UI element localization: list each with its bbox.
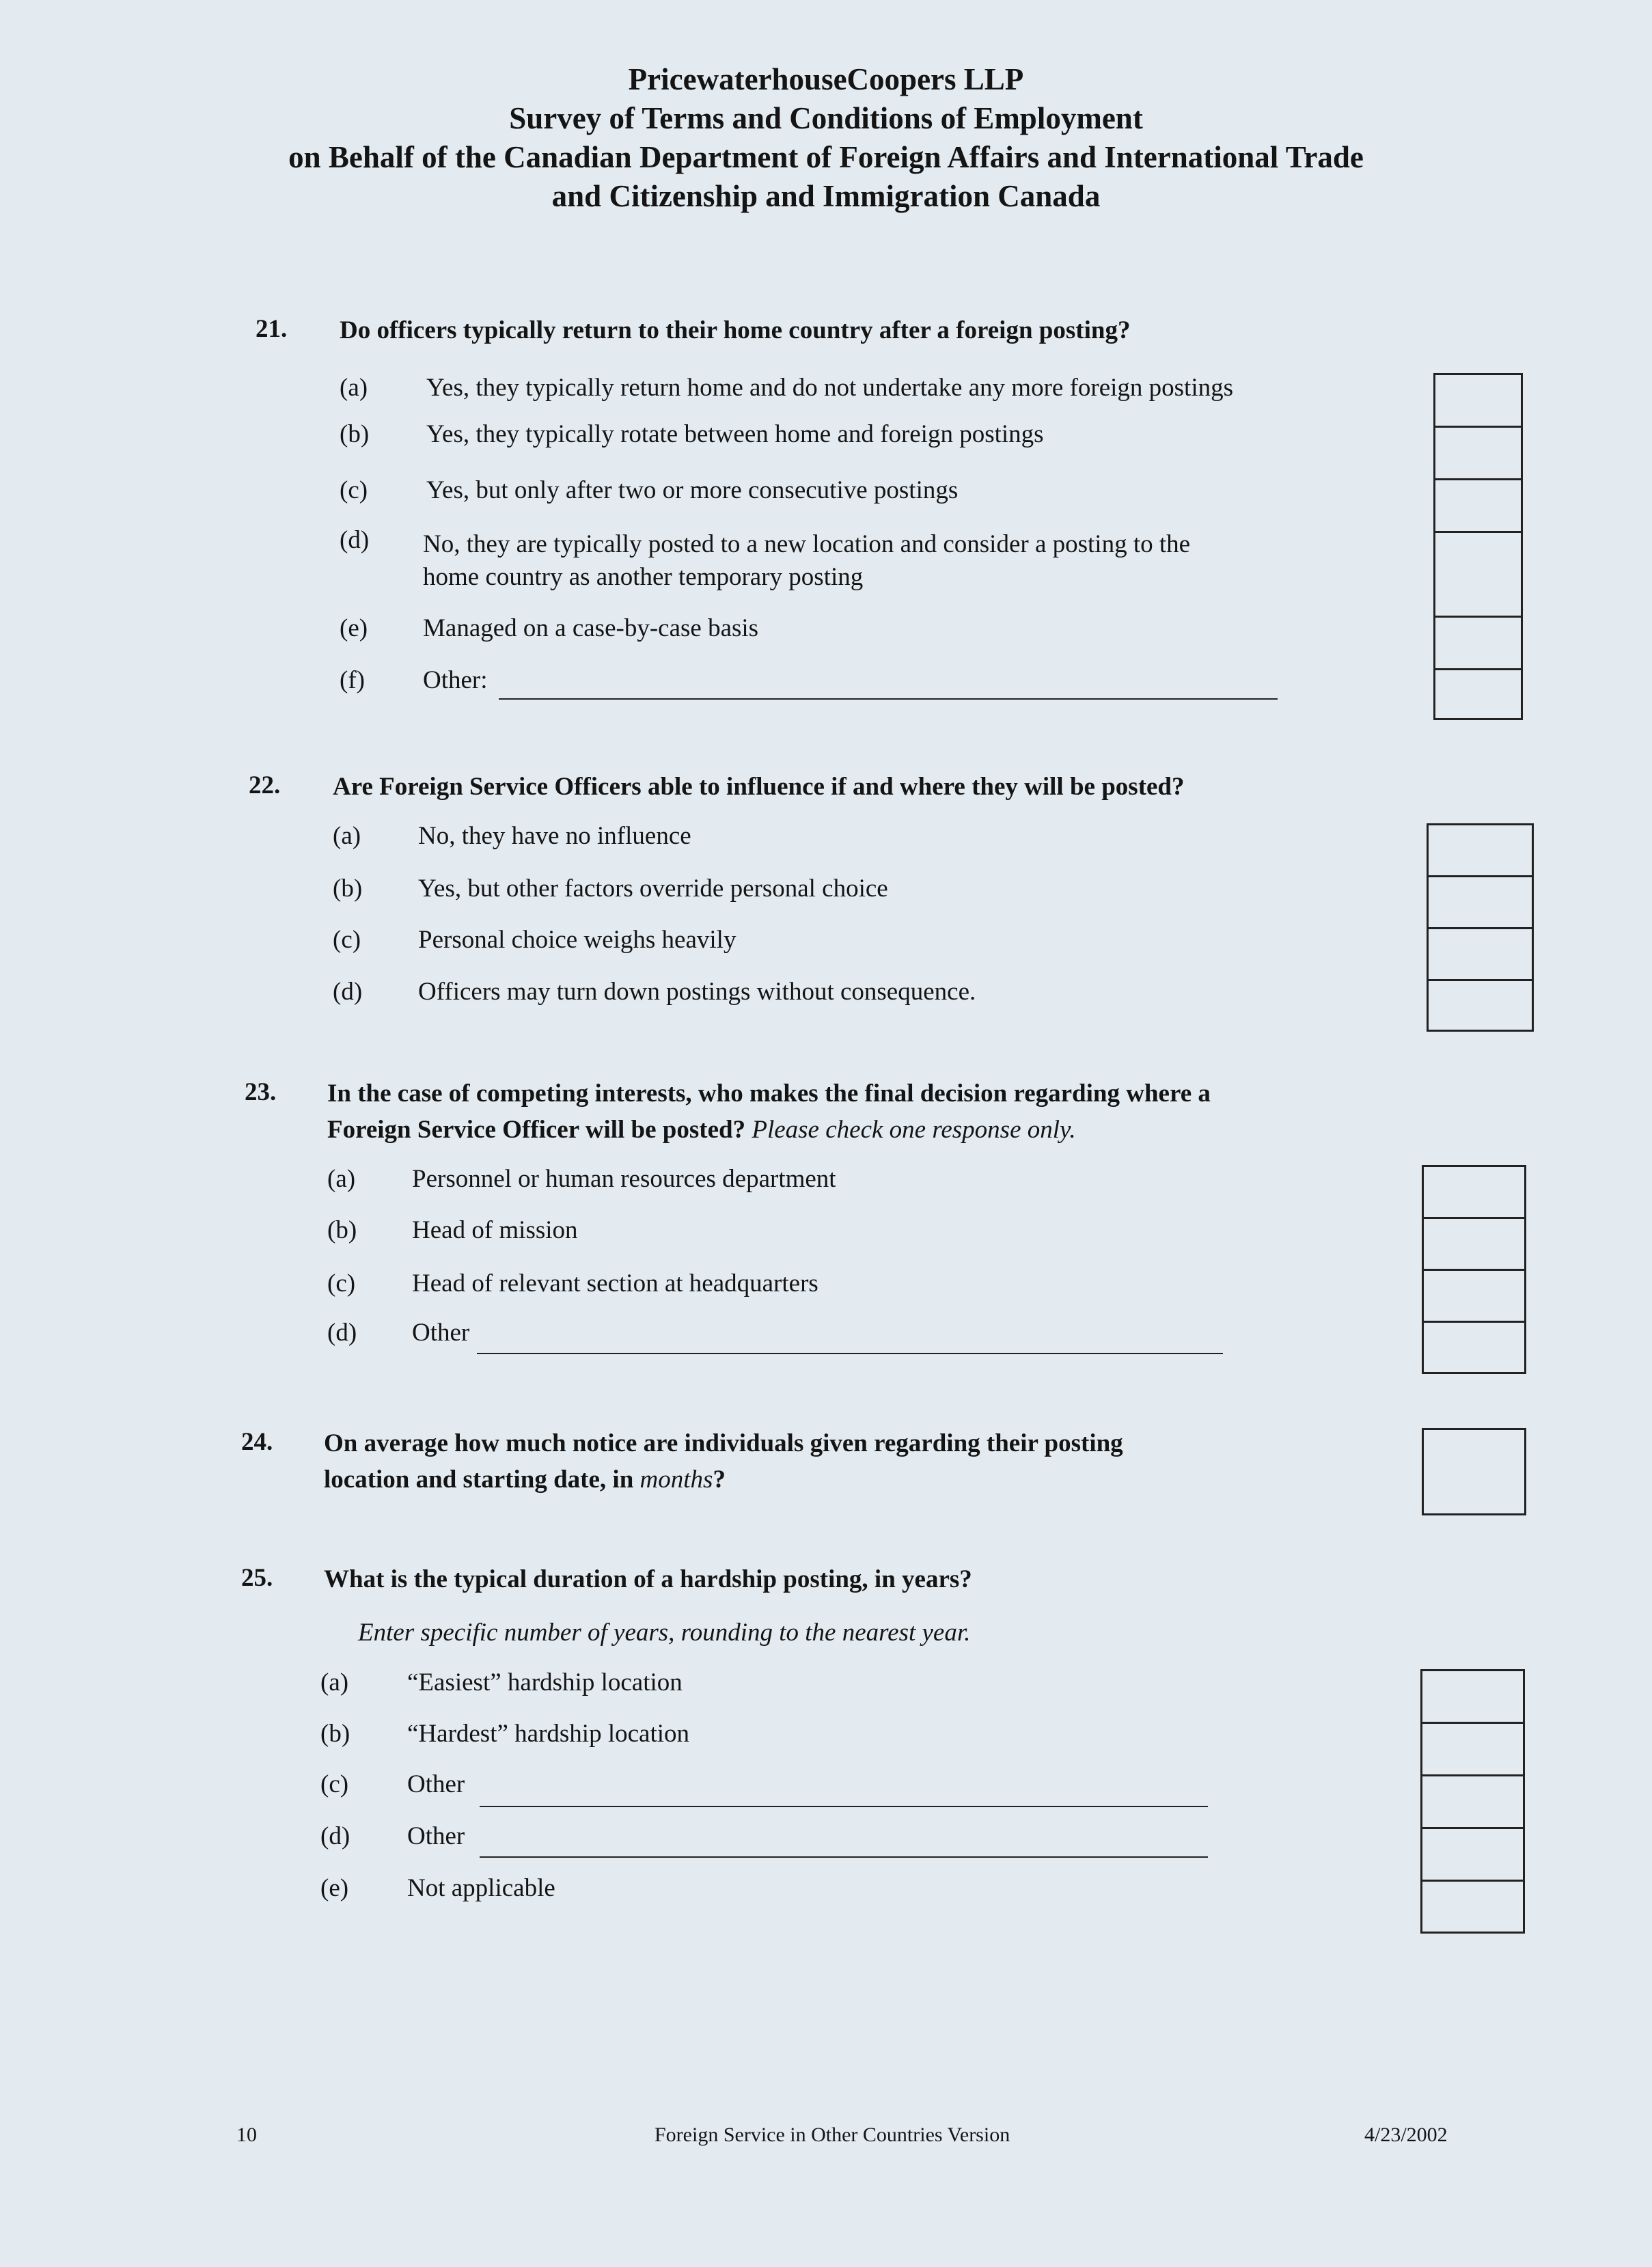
q21-option-f-text: Other: bbox=[423, 666, 488, 694]
q21-option-e-letter: (e) bbox=[340, 614, 368, 642]
q21-option-a-letter: (a) bbox=[340, 374, 368, 402]
q22-answer-boxes bbox=[1427, 823, 1534, 1032]
q21-checkbox-f[interactable] bbox=[1435, 670, 1521, 722]
q25-option-a-text: “Easiest” hardship location bbox=[407, 1668, 683, 1696]
q25-option-b-letter: (b) bbox=[320, 1720, 350, 1748]
q25-box-e[interactable] bbox=[1422, 1882, 1523, 1932]
q23-text-cont-main: Foreign Service Officer will be posted? bbox=[327, 1116, 746, 1144]
q21-option-b-text: Yes, they typically rotate between home and foreign postings bbox=[426, 420, 1044, 448]
q22-option-d-text: Officers may turn down postings without consequence. bbox=[418, 978, 976, 1006]
footer-page-number: 10 bbox=[236, 2124, 257, 2146]
q23-option-d-letter: (d) bbox=[327, 1319, 357, 1347]
q24-text: On average how much notice are individuals given regarding their posting bbox=[324, 1429, 1123, 1457]
footer-date: 4/23/2002 bbox=[1364, 2124, 1448, 2146]
q25-option-b-text: “Hardest” hardship location bbox=[407, 1720, 690, 1748]
q21-text: Do officers typically return to their home country after a foreign posting? bbox=[340, 316, 1131, 344]
q21-option-f-letter: (f) bbox=[340, 666, 365, 694]
document-header bbox=[0, 60, 1652, 216]
q25-option-d-text: Other bbox=[407, 1822, 465, 1850]
q22-option-b-letter: (b) bbox=[333, 875, 363, 903]
q23-option-c-text: Head of relevant section at headquarters bbox=[412, 1269, 818, 1297]
q23-option-a-text: Personnel or human resources department bbox=[412, 1165, 836, 1193]
q25-number: 25. bbox=[241, 1564, 273, 1592]
q25-box-c[interactable] bbox=[1422, 1776, 1523, 1829]
q23-note: Please check one response only. bbox=[752, 1116, 1076, 1144]
header-citizenship: and Citizenship and Immigration Canada bbox=[551, 179, 1101, 213]
q22-number: 22. bbox=[249, 771, 281, 799]
q21-option-d-letter: (d) bbox=[340, 526, 370, 554]
q22-checkbox-b[interactable] bbox=[1429, 877, 1532, 929]
q21-option-b-letter: (b) bbox=[340, 420, 370, 448]
q21-option-d-text: No, they are typically posted to a new location and consider a posting to the bbox=[423, 530, 1191, 558]
q23-checkbox-b[interactable] bbox=[1424, 1219, 1524, 1271]
q24-text-cont bbox=[324, 1464, 726, 1496]
q21-option-d-text-cont: home country as another temporary posting bbox=[423, 563, 864, 591]
q25-other-d-line[interactable] bbox=[480, 1856, 1208, 1858]
q22-option-d-letter: (d) bbox=[333, 978, 363, 1006]
q23-option-a-letter: (a) bbox=[327, 1165, 356, 1193]
q22-option-b-text: Yes, but other factors override personal choice bbox=[418, 875, 888, 903]
q24-text-cont-main: location and starting date, in bbox=[324, 1466, 634, 1494]
q25-option-e-text: Not applicable bbox=[407, 1874, 555, 1902]
q24-emphasis: months bbox=[639, 1466, 713, 1494]
q21-option-e-text: Managed on a case-by-case basis bbox=[423, 614, 759, 642]
q23-answer-boxes bbox=[1422, 1165, 1526, 1374]
q21-checkbox-e[interactable] bbox=[1435, 618, 1521, 670]
q25-option-d-letter: (d) bbox=[320, 1822, 350, 1850]
q21-answer-boxes bbox=[1433, 373, 1523, 720]
q25-box-d[interactable] bbox=[1422, 1829, 1523, 1882]
q25-box-b[interactable] bbox=[1422, 1724, 1523, 1776]
q24-answer-box[interactable] bbox=[1422, 1428, 1526, 1515]
q23-number: 23. bbox=[245, 1078, 277, 1106]
q23-option-b-letter: (b) bbox=[327, 1216, 357, 1244]
q23-other-line[interactable] bbox=[477, 1353, 1223, 1354]
q21-checkbox-b[interactable] bbox=[1435, 428, 1521, 480]
q25-option-a-letter: (a) bbox=[320, 1668, 349, 1696]
q22-option-c-letter: (c) bbox=[333, 926, 361, 954]
q21-option-c-letter: (c) bbox=[340, 476, 368, 504]
header-company: PricewaterhouseCoopers LLP bbox=[628, 62, 1024, 96]
q21-other-line[interactable] bbox=[499, 698, 1278, 700]
header-survey-title: Survey of Terms and Conditions of Employment bbox=[509, 101, 1143, 135]
q24-question-mark: ? bbox=[713, 1466, 726, 1494]
q23-option-c-letter: (c) bbox=[327, 1269, 356, 1297]
q21-checkbox-c[interactable] bbox=[1435, 480, 1521, 533]
q25-other-c-line[interactable] bbox=[480, 1806, 1208, 1807]
q23-text-cont bbox=[327, 1114, 1076, 1146]
q23-checkbox-d[interactable] bbox=[1424, 1323, 1524, 1372]
q22-text: Are Foreign Service Officers able to influence if and where they will be posted? bbox=[333, 773, 1185, 801]
q22-checkbox-d[interactable] bbox=[1429, 981, 1532, 1030]
q23-checkbox-a[interactable] bbox=[1424, 1167, 1524, 1219]
q23-option-b-text: Head of mission bbox=[412, 1216, 578, 1244]
q23-text: In the case of competing interests, who makes the final decision regarding where a bbox=[327, 1080, 1211, 1108]
header-behalf: on Behalf of the Canadian Department of Foreign Affairs and International Trade bbox=[288, 140, 1364, 174]
q22-checkbox-a[interactable] bbox=[1429, 825, 1532, 877]
q21-checkbox-d[interactable] bbox=[1435, 533, 1521, 618]
q25-instruction: Enter specific number of years, rounding to the nearest year. bbox=[358, 1619, 971, 1647]
footer-version: Foreign Service in Other Countries Version bbox=[655, 2124, 1010, 2146]
q25-option-c-text: Other bbox=[407, 1770, 465, 1798]
q22-option-a-letter: (a) bbox=[333, 822, 361, 850]
q21-number: 21. bbox=[256, 315, 288, 343]
q22-option-a-text: No, they have no influence bbox=[418, 822, 691, 850]
q21-checkbox-a[interactable] bbox=[1435, 375, 1521, 428]
q25-text: What is the typical duration of a hardship posting, in years? bbox=[324, 1565, 972, 1593]
q23-checkbox-c[interactable] bbox=[1424, 1271, 1524, 1323]
q22-checkbox-c[interactable] bbox=[1429, 929, 1532, 981]
q22-option-c-text: Personal choice weighs heavily bbox=[418, 926, 736, 954]
q25-option-c-letter: (c) bbox=[320, 1770, 349, 1798]
q25-box-a[interactable] bbox=[1422, 1671, 1523, 1724]
q21-option-c-text: Yes, but only after two or more consecutive postings bbox=[426, 476, 959, 504]
q24-number: 24. bbox=[241, 1428, 273, 1456]
q21-option-a-text: Yes, they typically return home and do not undertake any more foreign postings bbox=[426, 374, 1234, 402]
q25-answer-boxes bbox=[1420, 1669, 1525, 1934]
q23-option-d-text: Other bbox=[412, 1319, 470, 1347]
q25-option-e-letter: (e) bbox=[320, 1874, 349, 1902]
